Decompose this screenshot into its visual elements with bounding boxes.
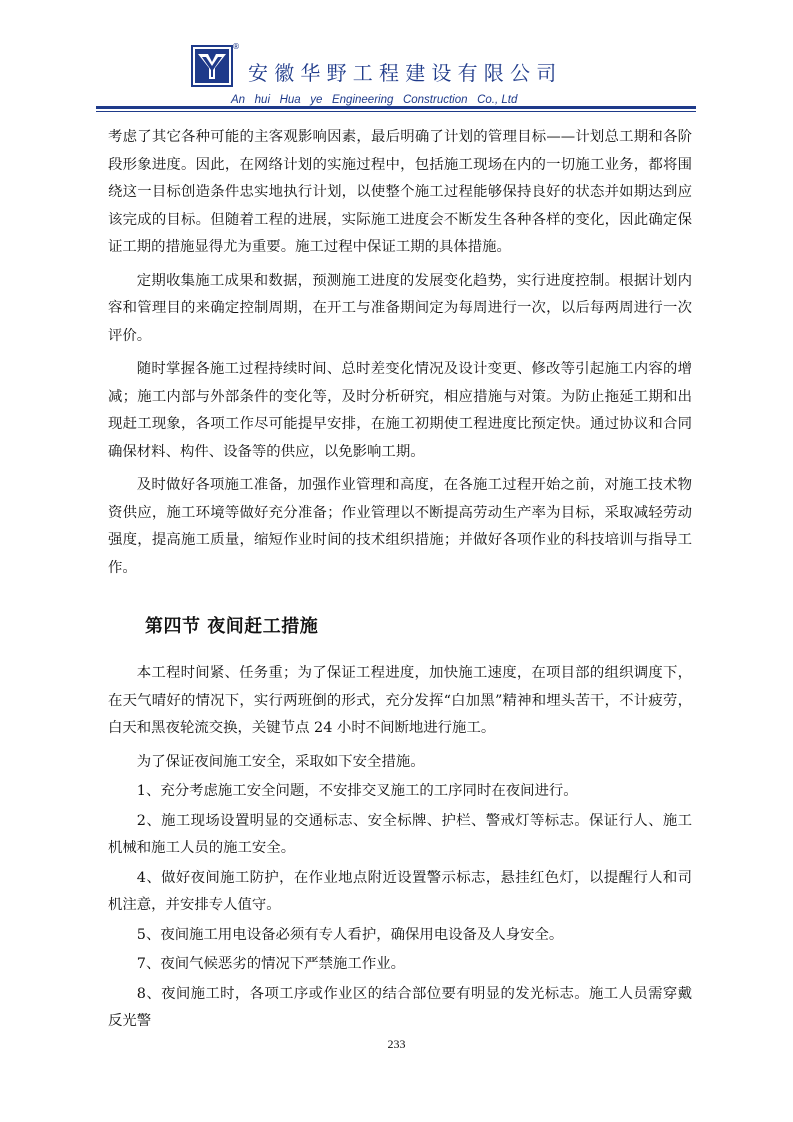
document-body (108, 124, 692, 1038)
header-rule-thin (96, 111, 696, 112)
paragraph-schedule-goal: 考虑了其它各种可能的主客观影响因素，最后明确了计划的管理目标——计划总工期和各阶段形象进度。因此，在网络计划的实施过程中，包括施工现场在内的一切施工业务，都将围绕这一目标创造条件忠实地执行计划，以使整个施工过程能够保持良好的状态并如期达到应该完成的目标。但随着工程的进展，实际施工进度会不断发生各种各样的变化，因此确定保证工期的措施显得尤为重要。施工过程中保证工期的具体措施。 (108, 129, 692, 255)
list-item-8: 8、夜间施工时，各项工序或作业区的结合部位要有明显的发光标志。施工人员需穿戴反光警 (108, 985, 692, 1029)
list-item-5: 5、夜间施工用电设备必须有专人看护，确保用电设备及人身安全。 (136, 926, 564, 943)
list-item-2: 2、施工现场设置明显的交通标志、安全标牌、护栏、警戒灯等标志。保证行人、施工机械和施工人员的施工安全。 (108, 812, 692, 856)
company-logo-icon (191, 45, 233, 87)
paragraph-night-work-intro: 本工程时间紧、任务重；为了保证工程进度，加快施工速度，在项目部的组织调度下，在天气晴好的情况下，实行两班倒的形式，充分发挥“白加黑”精神和埋头苦干，不计疲劳，白天和黑夜轮流交换，关键节点 24 小时不间断地进行施工。 (108, 665, 692, 736)
header-rule-thick (96, 106, 696, 109)
paragraph-duration-tracking: 随时掌握各施工过程持续时间、总时差变化情况及设计变更、修改等引起施工内容的增减；施工内部与外部条件的变化等，及时分析研究，相应措施与对策。为防止拖延工期和出现赶工现象，各项工作尽可能提早安排，在施工初期使工程进度比预定快。通过协议和合同确保材料、构件、设备等的供应，以免影响工期。 (108, 361, 692, 460)
page-number: 233 (387, 1037, 406, 1051)
list-item-7: 7、夜间气候恶劣的情况下严禁施工作业。 (136, 956, 405, 972)
list-item-1: 1、充分考虑施工安全问题，不安排交叉施工的工序同时在夜间进行。 (136, 783, 578, 799)
list-item-4: 4、做好夜间施工防护，在作业地点附近设置警示标志，悬挂红色灯，以提醒行人和司机注意，并安排专人值守。 (108, 869, 692, 913)
company-name-cn: 安徽华野工程建设有限公司 (248, 61, 563, 85)
registered-mark: ® (232, 42, 240, 51)
paragraph-preparation: 及时做好各项施工准备，加强作业管理和高度，在各施工过程开始之前，对施工技术物资供应，施工环境等做好充分准备；作业管理以不断提高劳动生产率为目标，采取减轻劳动强度，提高施工质量，缩短作业时间的技术组织措施；并做好各项作业的科技培训与指导工作。 (108, 477, 692, 576)
paragraph-progress-control: 定期收集施工成果和数据，预测施工进度的发展变化趋势，实行进度控制。根据计划内容和管理目的来确定控制周期，在开工与准备期间定为每周进行一次，以后每两周进行一次评价。 (108, 272, 692, 344)
paragraph-safety-intro: 为了保证夜间施工安全，采取如下安全措施。 (136, 753, 425, 770)
company-name-en: An hui Hua ye Engineering Construction Co., Ltd (231, 94, 518, 106)
section-heading: 第四节 夜间赶工措施 (145, 616, 319, 637)
